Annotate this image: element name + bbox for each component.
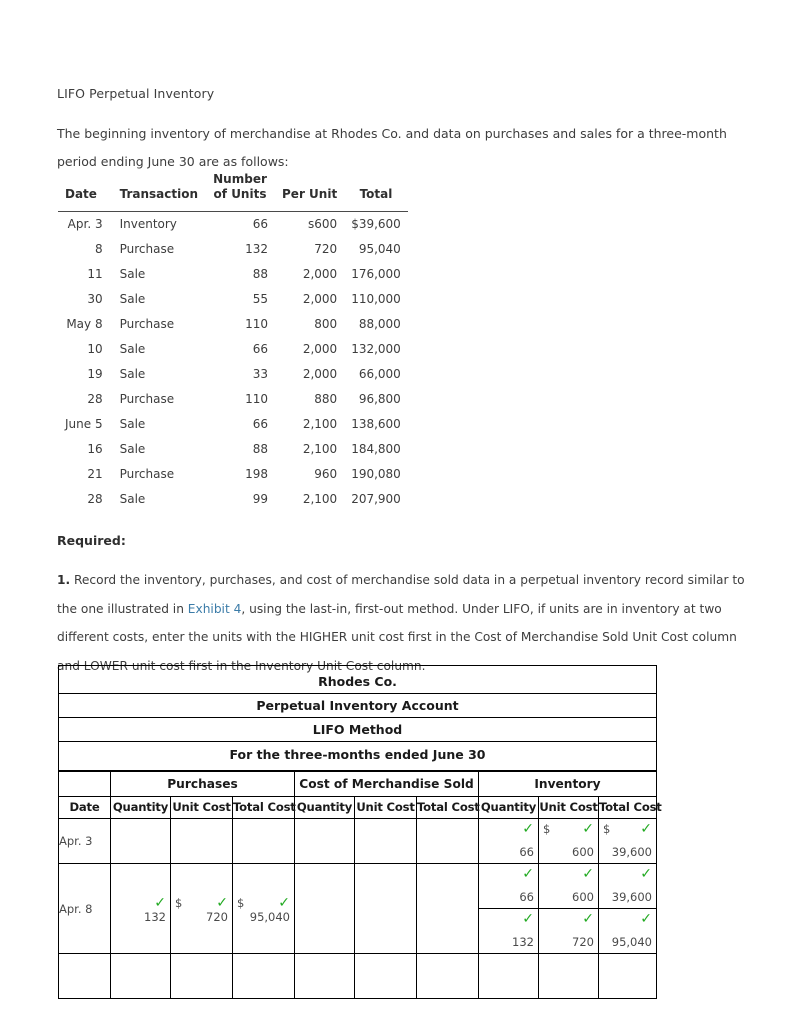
- perpetual-inventory-table: [58, 665, 662, 999]
- input-inventory-total-cost[interactable]: [599, 864, 657, 909]
- input-cogs-unit-cost[interactable]: [355, 819, 417, 864]
- table-row: [58, 312, 408, 337]
- subheader-inventory-total-cost: Total Cost: [599, 797, 657, 819]
- cell-units: 198: [245, 467, 269, 481]
- input-cogs-total-cost[interactable]: [417, 954, 479, 999]
- cell-total: 207,900: [351, 492, 401, 506]
- value: 132: [144, 910, 166, 924]
- input-cogs-quantity[interactable]: [295, 954, 355, 999]
- cell-total: 176,000: [351, 267, 401, 281]
- table-row: [58, 462, 408, 487]
- cell-units: 66: [252, 217, 269, 231]
- table-row: [58, 487, 408, 512]
- group-header-inventory: Inventory: [479, 771, 657, 797]
- input-inventory-unit-cost[interactable]: [539, 909, 599, 954]
- input-inventory-quantity[interactable]: [479, 864, 539, 909]
- check-icon: ✓: [216, 895, 228, 911]
- cell-per-unit: 2,100: [302, 492, 338, 506]
- cell-per-unit: 2,100: [302, 417, 338, 431]
- cell-units: 88: [252, 442, 269, 456]
- cell-date: 8: [94, 242, 103, 256]
- cell-total: $39,600: [351, 217, 401, 231]
- cell-units: 66: [252, 417, 269, 431]
- cell-per-unit: 2,000: [302, 292, 338, 306]
- cell-date: May 8: [66, 317, 103, 331]
- value: 600: [572, 890, 594, 904]
- exhibit-4-link[interactable]: Exhibit 4: [187, 601, 242, 616]
- page-title: LIFO Perpetual Inventory: [57, 86, 215, 101]
- table-row: [58, 212, 408, 237]
- cell-transaction: Purchase: [119, 467, 175, 481]
- cell-per-unit: 2,000: [302, 367, 338, 381]
- subheader-purchases-quantity: Quantity: [111, 797, 171, 819]
- input-inventory-quantity[interactable]: [479, 819, 539, 864]
- cell-date: 16: [87, 442, 103, 456]
- input-inventory-quantity[interactable]: [479, 909, 539, 954]
- cell-per-unit: s600: [308, 217, 338, 231]
- table-row: [58, 412, 408, 437]
- perpetual-inventory-table-wrapper: [58, 665, 662, 999]
- row-date: Apr. 8: [59, 864, 111, 954]
- cell-per-unit: 2,000: [302, 342, 338, 356]
- input-cogs-quantity[interactable]: [295, 864, 355, 954]
- method-name: LIFO Method: [59, 718, 657, 742]
- table-row: [59, 864, 657, 909]
- subheader-cogs-unit-cost: Unit Cost: [355, 797, 417, 819]
- input-cogs-total-cost[interactable]: [417, 864, 479, 954]
- company-name: Rhodes Co.: [59, 666, 657, 694]
- cell-total: 66,000: [358, 367, 401, 381]
- subheader-inventory-quantity: Quantity: [479, 797, 539, 819]
- check-icon: ✓: [640, 911, 652, 927]
- value: 600: [572, 845, 594, 859]
- table-row: [59, 954, 657, 999]
- cell-per-unit: 2,000: [302, 267, 338, 281]
- cell-per-unit: 2,100: [302, 442, 338, 456]
- cell-transaction: Sale: [119, 417, 146, 431]
- subheader-cogs-total-cost: Total Cost: [417, 797, 479, 819]
- column-header-transaction: Transaction: [119, 187, 199, 201]
- check-icon: ✓: [522, 911, 534, 927]
- table-title-row: [59, 666, 657, 694]
- value: 720: [206, 910, 228, 924]
- cell-transaction: Purchase: [119, 392, 175, 406]
- check-icon: ✓: [640, 821, 652, 837]
- subheader-inventory-unit-cost: Unit Cost: [539, 797, 599, 819]
- cell-transaction: Sale: [119, 342, 146, 356]
- input-inventory-total-cost[interactable]: [599, 909, 657, 954]
- input-purchases-quantity[interactable]: [111, 819, 171, 864]
- input-cogs-unit-cost[interactable]: [355, 954, 417, 999]
- cell-transaction: Purchase: [119, 317, 175, 331]
- column-header-total: Total: [359, 187, 393, 201]
- cell-total: 132,000: [351, 342, 401, 356]
- cell-date: 28: [87, 392, 103, 406]
- value: 95,040: [611, 935, 652, 949]
- check-icon: ✓: [640, 866, 652, 882]
- row-date: [59, 954, 111, 999]
- group-header-cost-of-merchandise-sold: Cost of Merchandise Sold: [295, 771, 479, 797]
- table-row: [58, 237, 408, 262]
- cell-transaction: Sale: [119, 292, 146, 306]
- input-inventory-total-cost[interactable]: [599, 954, 657, 999]
- requirement-number: 1.: [57, 573, 71, 587]
- requirement-text-after-link: , using the last-in, first-out method. Under LIFO, if units are in inventory at two different costs, enter the units with the HIGHER unit cost first in the Cost of Merchandise Sold Unit Cost column and LOWER unit cost first in the Inventory Unit Cost column.: [57, 601, 737, 673]
- cell-units: 88: [252, 267, 269, 281]
- table-title-row: [59, 742, 657, 772]
- subheader-date: Date: [59, 797, 111, 819]
- check-icon: ✓: [278, 895, 290, 911]
- cell-total: 95,040: [358, 242, 401, 256]
- column-header-date: Date: [65, 187, 97, 201]
- row-date: Apr. 3: [59, 819, 111, 864]
- cell-units: 66: [252, 342, 269, 356]
- cell-transaction: Sale: [119, 267, 146, 281]
- cell-units: 55: [252, 292, 269, 306]
- cell-total: 184,800: [351, 442, 401, 456]
- value: 39,600: [611, 890, 652, 904]
- check-icon: ✓: [582, 821, 594, 837]
- check-icon: ✓: [154, 895, 166, 911]
- cell-per-unit: 960: [314, 467, 338, 481]
- transaction-rows: [58, 212, 408, 512]
- cell-date: 19: [87, 367, 103, 381]
- input-inventory-quantity[interactable]: [479, 954, 539, 999]
- cell-total: 96,800: [358, 392, 401, 406]
- table-row: [59, 819, 657, 864]
- input-cogs-unit-cost[interactable]: [355, 864, 417, 954]
- cell-units: 132: [245, 242, 269, 256]
- required-label: Required:: [57, 533, 126, 548]
- input-inventory-unit-cost[interactable]: [539, 819, 599, 864]
- cell-date: 28: [87, 492, 103, 506]
- check-icon: ✓: [522, 821, 534, 837]
- table-row: [58, 337, 408, 362]
- subheader-cogs-quantity: Quantity: [295, 797, 355, 819]
- table-title-row: [59, 718, 657, 742]
- column-header-per-unit: Per Unit: [282, 187, 338, 201]
- input-inventory-unit-cost[interactable]: [539, 954, 599, 999]
- account-name: Perpetual Inventory Account: [59, 694, 657, 718]
- value: 132: [512, 935, 534, 949]
- cell-date: Apr. 3: [67, 217, 103, 231]
- table-row: [58, 387, 408, 412]
- cell-units: 110: [245, 392, 269, 406]
- input-cogs-quantity[interactable]: [295, 819, 355, 864]
- value: 66: [519, 845, 534, 859]
- input-purchases-total-cost[interactable]: [233, 819, 295, 864]
- dollar-sign: $: [543, 822, 551, 836]
- cell-transaction: Sale: [119, 442, 146, 456]
- group-header-row: [59, 771, 657, 797]
- input-purchases-quantity[interactable]: [111, 864, 171, 954]
- cell-units: 33: [252, 367, 269, 381]
- cell-transaction: Inventory: [119, 217, 177, 231]
- input-inventory-unit-cost[interactable]: [539, 864, 599, 909]
- cell-date: June 5: [65, 417, 103, 431]
- input-purchases-total-cost[interactable]: [233, 864, 295, 954]
- table-row: [58, 362, 408, 387]
- subheader-purchases-unit-cost: Unit Cost: [171, 797, 233, 819]
- value: 39,600: [611, 845, 652, 859]
- group-header-spacer: [59, 771, 111, 797]
- value: 66: [519, 890, 534, 904]
- check-icon: ✓: [582, 866, 594, 882]
- cell-total: 138,600: [351, 417, 401, 431]
- subheader-purchases-total-cost: Total Cost: [233, 797, 295, 819]
- cell-per-unit: 800: [314, 317, 338, 331]
- period-label: For the three-months ended June 30: [59, 742, 657, 772]
- cell-units: 99: [252, 492, 269, 506]
- table-row: [58, 437, 408, 462]
- table-row: [58, 262, 408, 287]
- input-purchases-unit-cost[interactable]: [171, 819, 233, 864]
- cell-transaction: Sale: [119, 367, 146, 381]
- intro-paragraph: The beginning inventory of merchandise at Rhodes Co. and data on purchases and sales for a three-month period ending June 30 are as follows:: [57, 126, 727, 169]
- table-title-row: [59, 694, 657, 718]
- value: 95,040: [249, 910, 290, 924]
- dollar-sign: $: [175, 896, 183, 910]
- input-purchases-unit-cost[interactable]: [171, 954, 233, 999]
- cell-total: 110,000: [351, 292, 401, 306]
- table-row: [58, 287, 408, 312]
- cell-per-unit: 880: [314, 392, 338, 406]
- cell-date: 30: [87, 292, 103, 306]
- input-purchases-unit-cost[interactable]: [171, 864, 233, 954]
- check-icon: ✓: [582, 911, 594, 927]
- column-header-number-of-units-line1: Number: [213, 172, 267, 186]
- requirement-text-before-link: Record the inventory, purchases, and cost of merchandise sold data in a perpetual inventory record similar to the one illustrated in: [57, 573, 745, 616]
- cell-date: 10: [87, 342, 103, 356]
- input-inventory-total-cost[interactable]: [599, 819, 657, 864]
- cell-transaction: Sale: [119, 492, 146, 506]
- check-icon: ✓: [522, 866, 534, 882]
- cell-transaction: Purchase: [119, 242, 175, 256]
- subheader-row: [59, 797, 657, 819]
- cell-date: 21: [87, 467, 103, 481]
- input-cogs-total-cost[interactable]: [417, 819, 479, 864]
- transaction-data-table: [58, 172, 408, 512]
- cell-date: 11: [87, 267, 103, 281]
- input-purchases-quantity[interactable]: [111, 954, 171, 999]
- cell-total: 190,080: [351, 467, 401, 481]
- dollar-sign: $: [603, 822, 611, 836]
- column-header-number-of-units: [205, 172, 275, 210]
- group-header-purchases: Purchases: [111, 771, 295, 797]
- cell-per-unit: 720: [314, 242, 338, 256]
- dollar-sign: $: [237, 896, 245, 910]
- input-purchases-total-cost[interactable]: [233, 954, 295, 999]
- requirement-1-text: [57, 566, 749, 680]
- cell-units: 110: [245, 317, 269, 331]
- value: 720: [572, 935, 594, 949]
- column-header-number-of-units-line2: of Units: [213, 187, 267, 201]
- cell-total: 88,000: [358, 317, 401, 331]
